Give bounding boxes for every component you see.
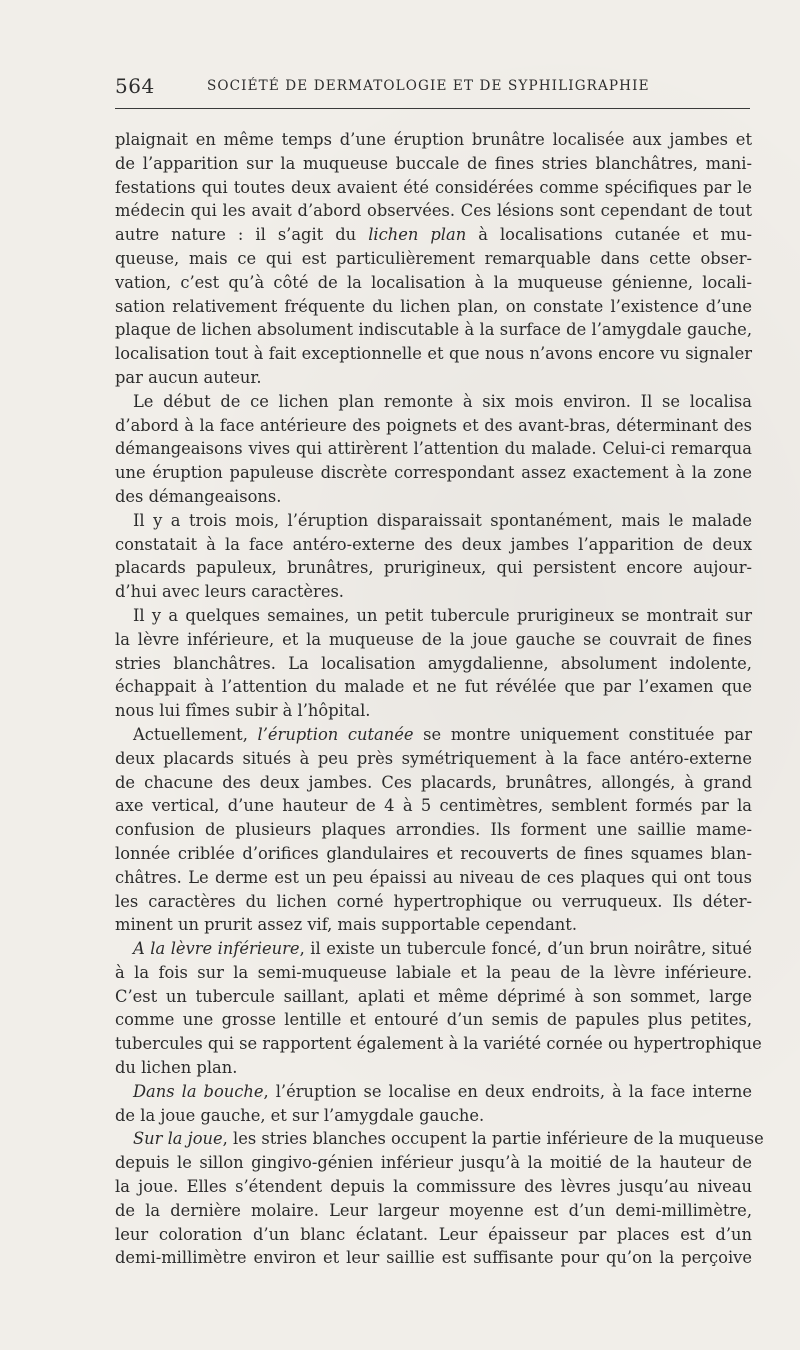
text-line: axe vertical, d’une hauteur de 4 à 5 centimètres, semblent formés par la (115, 796, 752, 816)
text-line: de la joue gauche, et sur l’amygdale gauche. (115, 1105, 485, 1125)
text-line: depuis le sillon gingivo-génien inférieur jusqu’à la moitié de la hauteur de (115, 1153, 752, 1173)
text-line: de la dernière molaire. Leur largeur moyenne est d’un demi-millimètre, (115, 1200, 752, 1220)
text-line (115, 937, 752, 961)
text-line (115, 1127, 764, 1151)
text-line: minent un prurit assez vif, mais supportable cependant. (115, 915, 577, 935)
italic-term: l’éruption cutanée (257, 724, 414, 744)
text-span: à localisations cutanée et mu- (466, 225, 752, 245)
text-span: se montre uniquement constituée par (413, 724, 752, 744)
text-line: demi-millimètre environ et leur saillie est suffisante pour qu’on la perçoive (115, 1248, 752, 1268)
text-line: plaignait en même temps d’une éruption brunâtre localisée aux jambes et (115, 130, 752, 149)
text-line: Il y a quelques semaines, un petit tubercule prurigineux se montrait sur (133, 605, 752, 625)
text-line: échappait à l’attention du malade et ne fut révélée que par l’examen que (115, 677, 752, 697)
running-head: SOCIÉTÉ DE DERMATOLOGIE ET DE SYPHILIGRAPHIE (207, 78, 650, 94)
text-line: nous lui fîmes subir à l’hôpital. (115, 701, 371, 721)
text-line: de chacune des deux jambes. Ces placards, brunâtres, allongés, à grand (115, 772, 752, 792)
text-line: les caractères du lichen corné hypertrophique ou verruqueux. Ils déter- (115, 891, 752, 911)
italic-term: lichen plan (368, 225, 467, 245)
italic-term: Sur la joue (133, 1129, 223, 1149)
text-line: lonnée criblée d’orifices glandulaires et recouverts de fines squames blan- (115, 843, 752, 863)
text-line: la lèvre inférieure, et la muqueuse de la joue gauche se couvrait de fines (115, 629, 752, 649)
italic-term: A la lèvre inférieure (133, 939, 300, 959)
text-span: , l’éruption se localise en deux endroits, à la face interne (263, 1081, 752, 1101)
text-line (115, 1080, 752, 1104)
page-number: 564 (115, 74, 155, 98)
text-line: des démangeaisons. (115, 486, 282, 506)
body-text (115, 128, 764, 1270)
text-line: à la fois sur la semi-muqueuse labiale et la peau de la lèvre inférieure. (115, 962, 752, 982)
text-line: médecin qui les avait d’abord observées. Ces lésions sont cependant de tout (115, 201, 752, 221)
text-line: comme une grosse lentille et entouré d’un semis de papules plus petites, (115, 1010, 752, 1030)
text-line: C’est un tubercule saillant, aplati et même déprimé à son sommet, large (115, 986, 752, 1006)
text-line: d’hui avec leurs caractères. (115, 582, 344, 602)
text-line: queuse, mais ce qui est particulièrement remarquable dans cette obser- (115, 248, 752, 268)
text-line: de l’apparition sur la muqueuse buccale de fines stries blanchâtres, mani- (115, 153, 752, 173)
text-line: plaque de lichen absolument indiscutable à la surface de l’amygdale gauche, (115, 320, 752, 340)
text-line: placards papuleux, brunâtres, prurigineux, qui persistent encore aujour- (115, 558, 752, 578)
text-line: festations qui toutes deux avaient été considérées comme spécifiques par le (115, 177, 752, 197)
text-span: , les stries blanches occupent la partie inférieure de la muqueuse (222, 1129, 764, 1149)
text-line (115, 223, 752, 247)
text-line: la joue. Elles s’étendent depuis la commissure des lèvres jusqu’au niveau (115, 1177, 752, 1197)
text-span: Actuellement, (133, 724, 258, 744)
text-line: d’abord à la face antérieure des poignets et des avant-bras, déterminant des (115, 415, 752, 435)
text-line: châtres. Le derme est un peu épaissi au niveau de ces plaques qui ont tous (115, 867, 752, 887)
text-line: du lichen plan. (115, 1058, 238, 1078)
text-line (115, 723, 752, 747)
text-line: démangeaisons vives qui attirèrent l’attention du malade. Celui-ci remarqua (115, 439, 752, 459)
text-line: vation, c’est qu’à côté de la localisation à la muqueuse génienne, locali- (115, 272, 752, 292)
italic-term: Dans la bouche (133, 1081, 264, 1101)
text-line: tubercules qui se rapportent également à la variété cornée ou hypertrophique (115, 1034, 762, 1054)
text-span: autre nature : il s’agit du (115, 225, 369, 245)
text-line: une éruption papuleuse discrète correspondant assez exactement à la zone (115, 463, 752, 483)
text-line: sation relativement fréquente du lichen plan, on constate l’existence d’une (115, 296, 752, 316)
page-header (115, 74, 750, 102)
text-span: , il existe un tubercule foncé, d’un brun noirâtre, situé (299, 939, 752, 959)
text-line: Le début de ce lichen plan remonte à six mois environ. Il se localisa (133, 391, 752, 411)
header-rule (115, 108, 750, 109)
text-line: par aucun auteur. (115, 367, 262, 387)
text-line: stries blanchâtres. La localisation amygdalienne, absolument indolente, (115, 653, 752, 673)
text-line: constatait à la face antéro-externe des deux jambes l’apparition de deux (115, 534, 752, 554)
text-line: deux placards situés à peu près symétriquement à la face antéro-externe (115, 748, 752, 768)
text-line: confusion de plusieurs plaques arrondies. Ils forment une saillie mame- (115, 820, 752, 840)
text-line: localisation tout à fait exceptionnelle et que nous n’avons encore vu signaler (115, 344, 752, 364)
text-line: leur coloration d’un blanc éclatant. Leur épaisseur par places est d’un (115, 1224, 752, 1244)
text-line: Il y a trois mois, l’éruption disparaissait spontanément, mais le malade (133, 510, 752, 530)
